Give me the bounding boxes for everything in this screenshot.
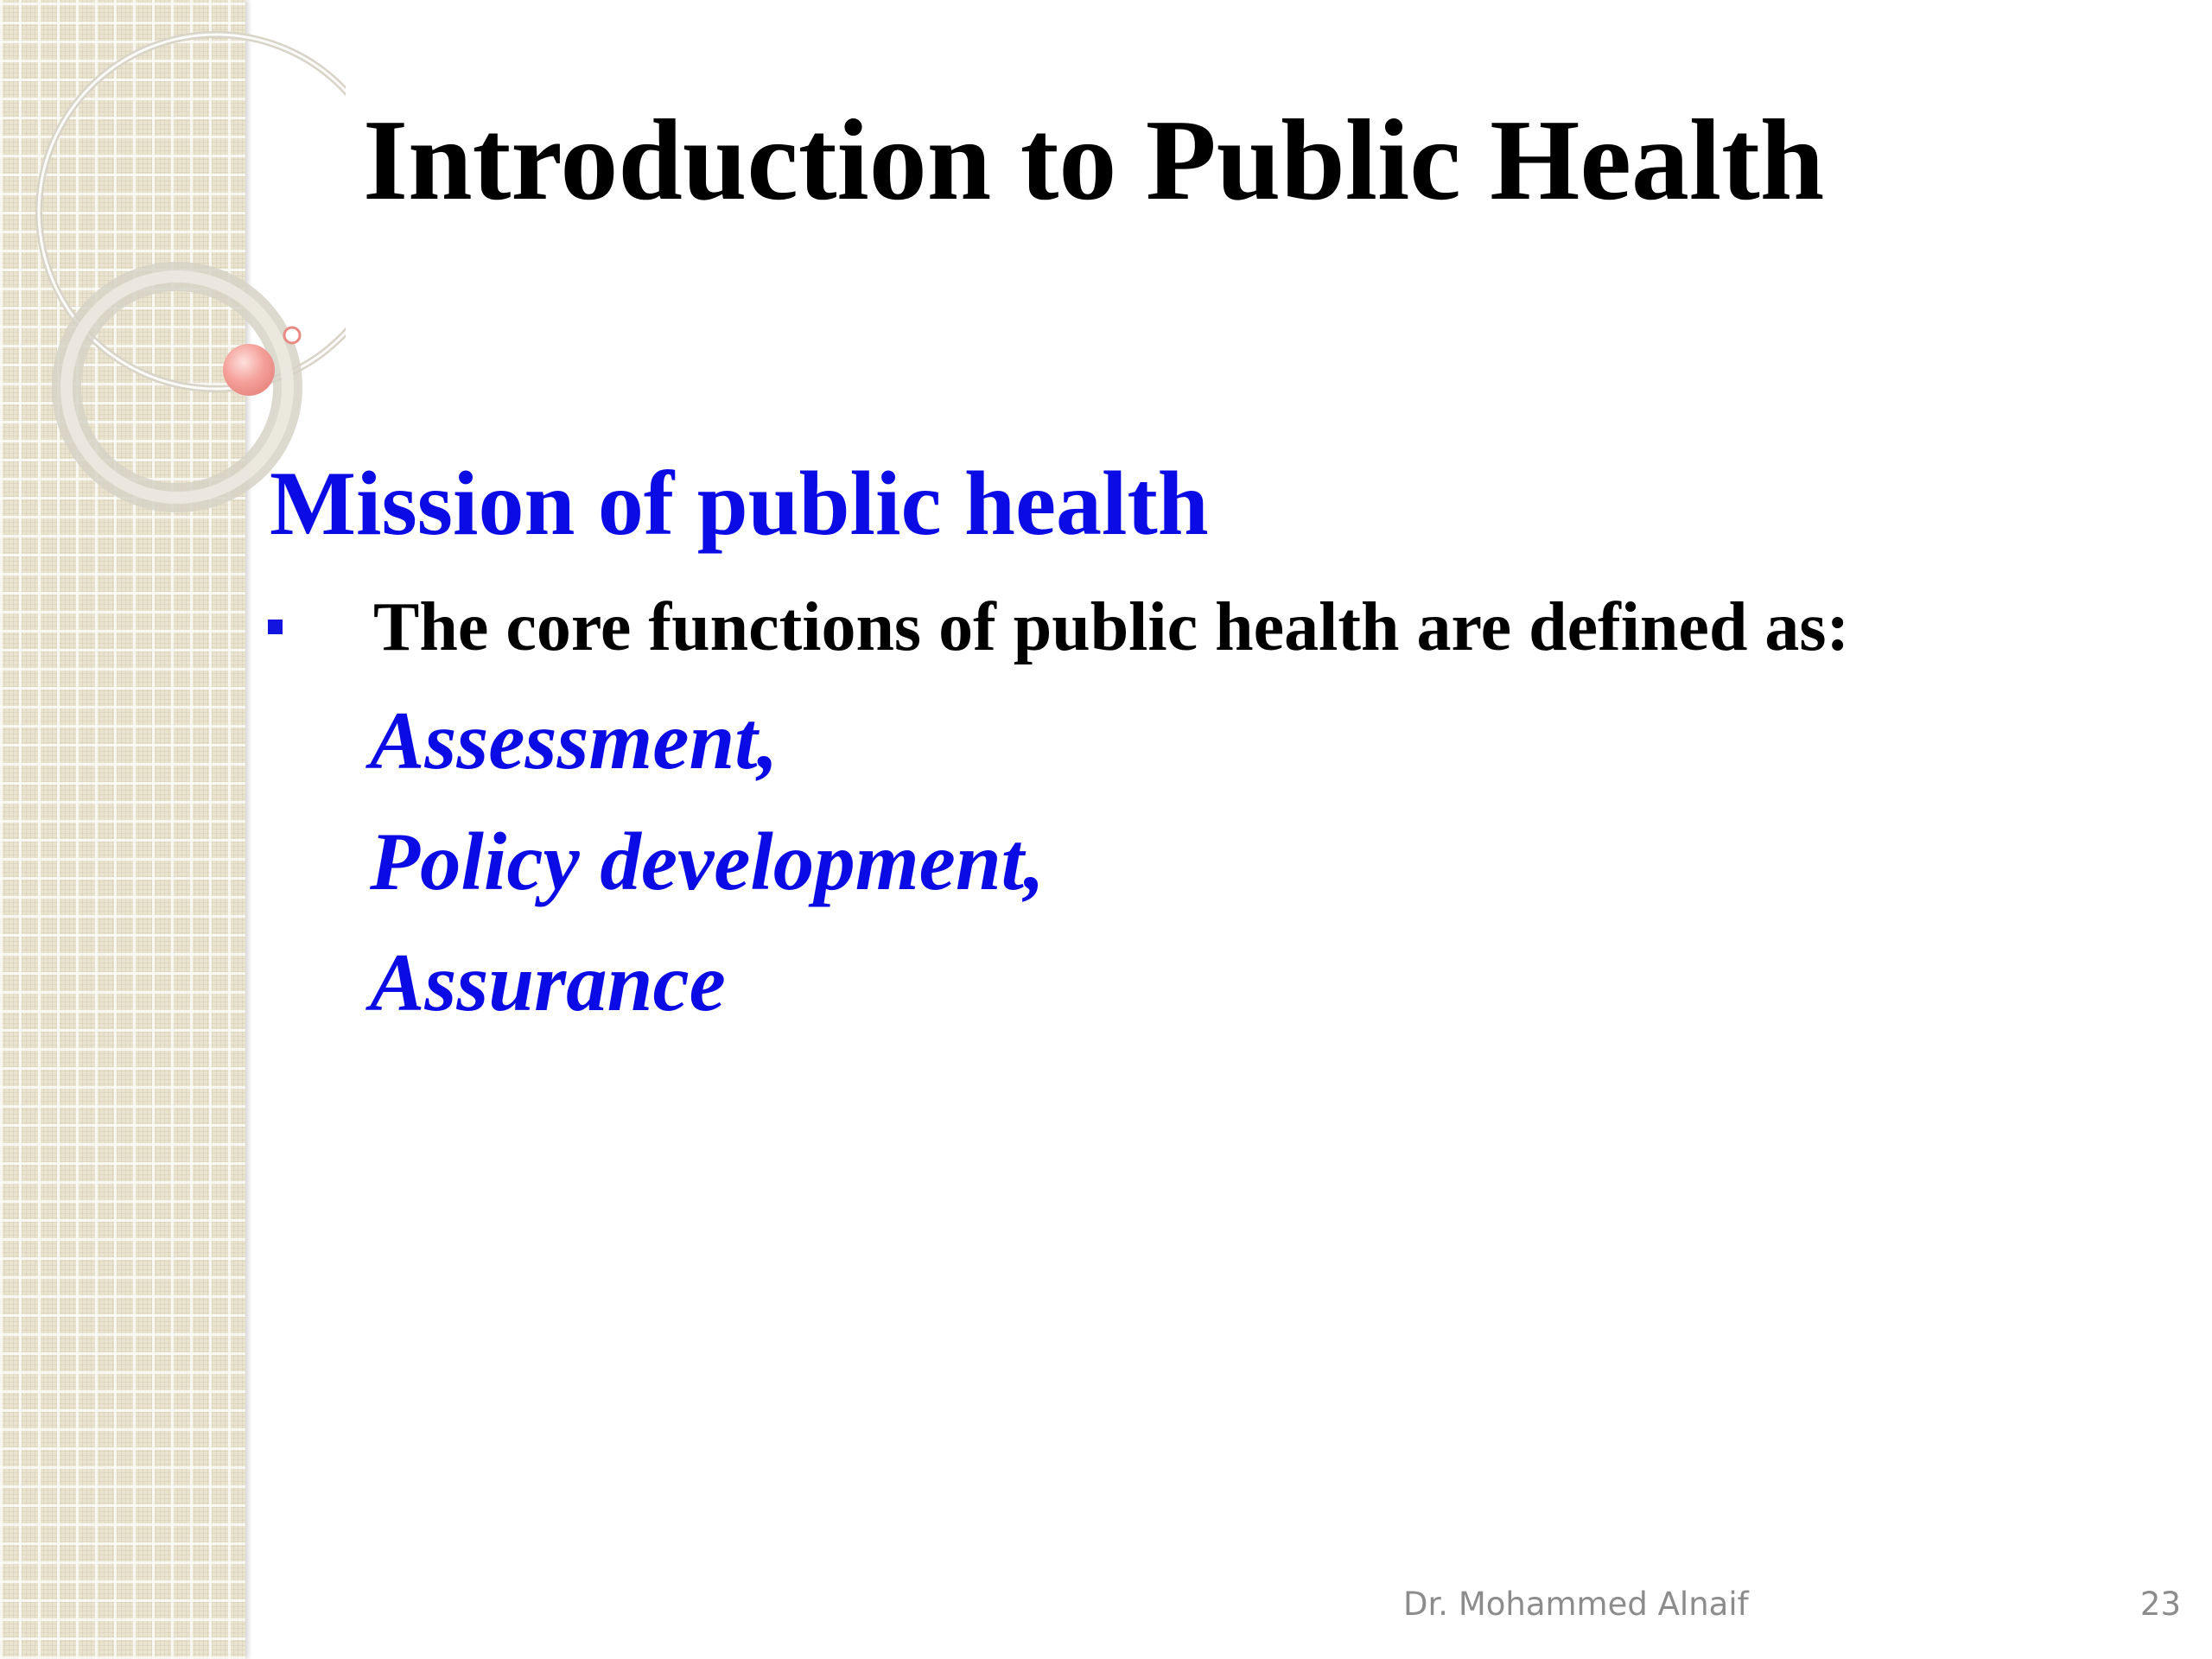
function-item: Assessment, <box>370 695 779 786</box>
bullet-text: The core functions of public health are defined as: <box>373 589 1850 665</box>
slide-title: Introduction to Public Health <box>363 96 1825 224</box>
function-item: Policy development, <box>370 816 1045 907</box>
slide-subtitle: Mission of public health <box>270 453 1209 554</box>
bullet-square-icon <box>268 620 283 634</box>
slide-number: 23 <box>2139 1586 2181 1623</box>
function-item: Assurance <box>370 937 726 1028</box>
pink-dot <box>223 344 275 396</box>
footer-author: Dr. Mohammed Alnaif <box>1403 1586 1749 1623</box>
small-dot-outline <box>284 327 300 343</box>
